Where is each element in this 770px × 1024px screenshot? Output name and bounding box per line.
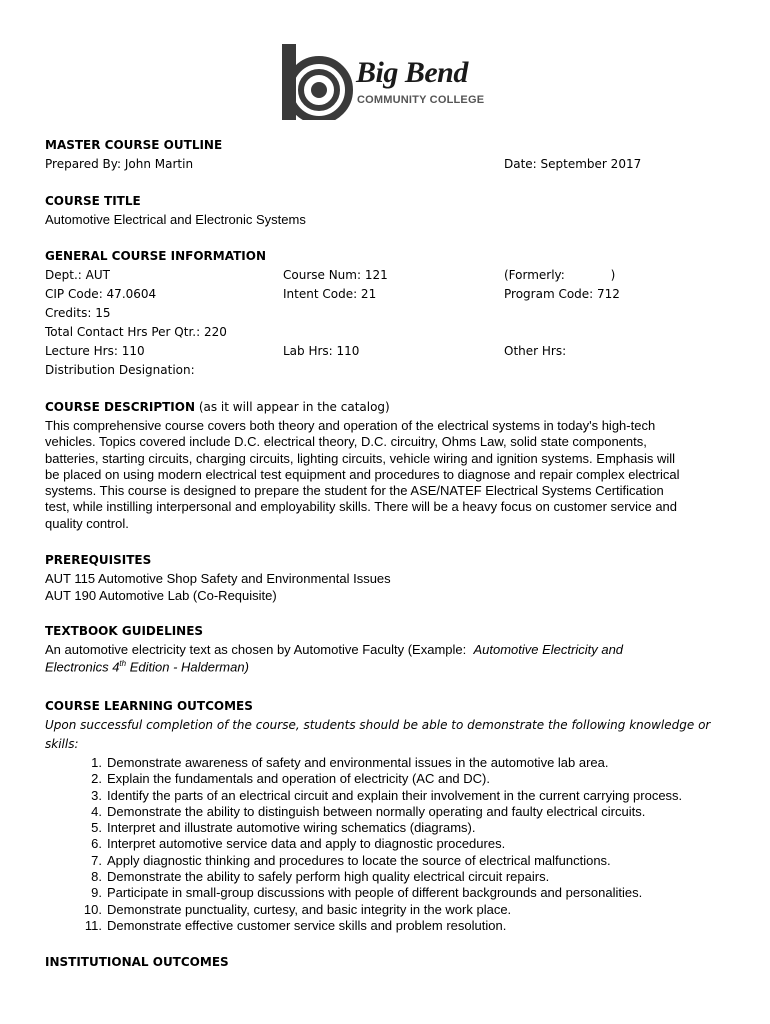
date: Date: September 2017 bbox=[504, 157, 642, 171]
learning-outcomes-intro: Upon successful completion of the course, students should be able to demonstrate the following knowledge or bbox=[45, 718, 711, 732]
prerequisite-item: AUT 190 Automotive Lab (Co-Requisite) bbox=[45, 588, 277, 603]
list-item: 4. Demonstrate the ability to distinguish between normally operating and faulty electrical circuits. bbox=[91, 803, 646, 819]
course-num: Course Num: 121 bbox=[283, 268, 388, 282]
description-line: vehicles. Topics covered include D.C. electrical theory, D.C. circuitry, Ohms Law, solid state components, bbox=[45, 434, 647, 450]
list-item: 5. Interpret and illustrate automotive wiring schematics (diagrams). bbox=[91, 820, 476, 836]
general-info-heading: GENERAL COURSE INFORMATION bbox=[45, 249, 266, 263]
course-title-heading: COURSE TITLE bbox=[45, 194, 141, 208]
description-line: This comprehensive course covers both theory and operation of the electrical systems in today's high-tech bbox=[45, 418, 656, 433]
formerly: (Formerly: ) bbox=[504, 268, 616, 282]
list-item: 2. Explain the fundamentals and operation of electricity (AC and DC). bbox=[91, 771, 490, 787]
textbook-edition-sup: th bbox=[119, 659, 127, 668]
list-item: 7. Apply diagnostic thinking and procedures to locate the source of electrical malfunctions. bbox=[91, 852, 611, 868]
learning-outcomes-intro-2: skills: bbox=[45, 737, 79, 751]
description-line: batteries, starting circuits, charging circuits, lighting circuits, vehicle wiring and ignition systems. Emphasis will bbox=[45, 450, 676, 466]
textbook-line bbox=[45, 642, 623, 657]
list-item: 3. Identify the parts of an electrical circuit and explain their involvement in the current carrying process. bbox=[91, 787, 683, 803]
list-item: 8. Demonstrate the ability to safely perform high quality electrical circuit repairs. bbox=[91, 869, 550, 885]
textbook-title: Automotive Electricity and bbox=[473, 642, 624, 657]
prepared-by: Prepared By: John Martin bbox=[45, 157, 194, 171]
list-item: 9. Participate in small-group discussions with people of different backgrounds and personalities. bbox=[91, 885, 643, 901]
logo-wordmark: Big Bend bbox=[356, 56, 468, 89]
description-line: be placed on using modern electrical test equipment and procedures to diagnose and repair complex electrical bbox=[45, 466, 680, 482]
institutional-outcomes-heading: INSTITUTIONAL OUTCOMES bbox=[45, 955, 229, 969]
textbook-line-2 bbox=[45, 659, 249, 674]
cip-code: CIP Code: 47.0604 bbox=[45, 287, 157, 301]
description-line: quality control. bbox=[45, 515, 129, 531]
total-contact-hours: Total Contact Hrs Per Qtr.: 220 bbox=[45, 325, 227, 339]
other-hours: Other Hrs: bbox=[504, 344, 567, 358]
list-item: 6. Interpret automotive service data and apply to diagnostic procedures. bbox=[91, 836, 506, 852]
lab-hours: Lab Hrs: 110 bbox=[283, 344, 360, 358]
prerequisites-heading: PREREQUISITES bbox=[45, 553, 152, 567]
credits: Credits: 15 bbox=[45, 306, 111, 320]
course-title-value: Automotive Electrical and Electronic Systems bbox=[45, 212, 306, 227]
learning-outcomes-list bbox=[80, 755, 682, 934]
dept: Dept.: AUT bbox=[45, 268, 110, 282]
lecture-hours: Lecture Hrs: 110 bbox=[45, 344, 145, 358]
distribution-designation: Distribution Designation: bbox=[45, 363, 195, 377]
description-heading-text: COURSE DESCRIPTION bbox=[45, 400, 196, 414]
learning-outcomes-heading: COURSE LEARNING OUTCOMES bbox=[45, 699, 253, 713]
textbook-title-cont: Electronics 4 bbox=[45, 659, 120, 675]
logo-subtitle: COMMUNITY COLLEGE bbox=[357, 94, 485, 106]
list-item: 10. Demonstrate punctuality, curtesy, and basic integrity in the work place. bbox=[83, 901, 512, 917]
list-item: 1. Demonstrate awareness of safety and environmental issues in the automotive lab area. bbox=[91, 755, 609, 770]
description-line: systems. This course is designed to prepare the student for the ASE/NATEF Electrical Systems Certification bbox=[45, 483, 664, 499]
prerequisite-item: AUT 115 Automotive Shop Safety and Environmental Issues bbox=[45, 571, 391, 586]
textbook-text: An automotive electricity text as chosen by Automotive Faculty (Example: bbox=[45, 642, 474, 657]
description-heading bbox=[45, 400, 390, 414]
description-heading-note: (as it will appear in the catalog) bbox=[195, 400, 390, 414]
intent-code: Intent Code: 21 bbox=[283, 287, 377, 301]
program-code: Program Code: 712 bbox=[504, 287, 620, 301]
textbook-heading: TEXTBOOK GUIDELINES bbox=[45, 624, 204, 638]
doc-type-heading: MASTER COURSE OUTLINE bbox=[45, 138, 223, 152]
list-item: 11. Demonstrate effective customer service skills and problem resolution. bbox=[84, 917, 507, 933]
description-line: test, while instilling interpersonal and employability skills. There will be a heavy focus on customer service and bbox=[45, 499, 678, 515]
course-description bbox=[45, 418, 735, 532]
textbook-edition: Edition - Halderman) bbox=[126, 659, 249, 675]
